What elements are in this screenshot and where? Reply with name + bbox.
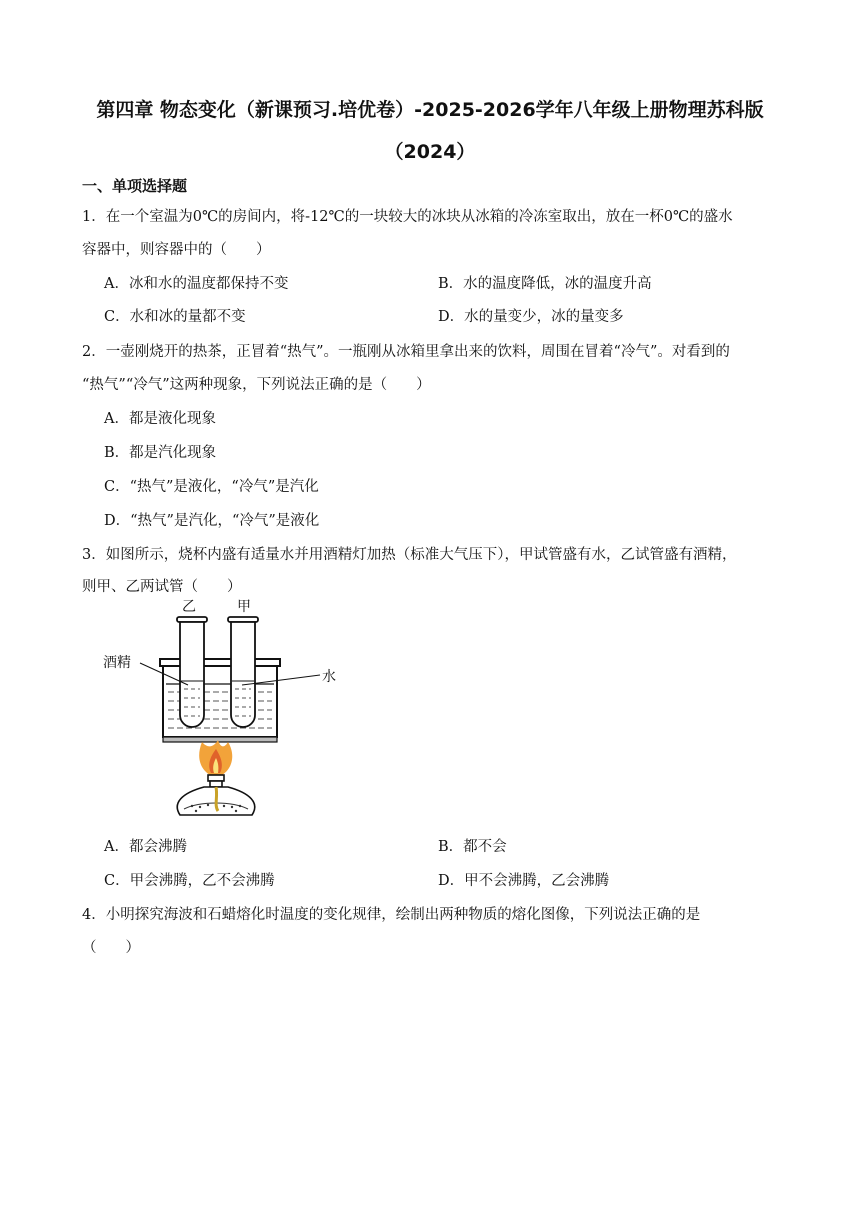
question-1-text-line-2: 容器中，则容器中的（ ）	[82, 242, 271, 258]
question-1-option-b: B．水的温度降低，冰的温度升高	[438, 276, 652, 292]
question-1-option-a: A．冰和水的温度都保持不变	[104, 276, 289, 292]
question-1-option-d: D．水的量变少，冰的量变多	[438, 309, 624, 325]
question-4-text-line-2: （ ）	[82, 940, 140, 956]
tube-label-yi: 乙	[182, 599, 196, 615]
question-1-text-line-1: 1．在一个室温为0℃的房间内，将-12℃的一块较大的冰块从冰箱的冷冻室取出，放在一杯0℃的盛水	[82, 209, 733, 225]
question-3-text-line-1: 3．如图所示，烧杯内盛有适量水并用酒精灯加热（标准大气压下），甲试管盛有水，乙试管盛有酒精，	[82, 547, 737, 563]
water-label: 水	[322, 669, 336, 685]
question-3-text-line-2: 则甲、乙两试管（ ）	[82, 579, 242, 595]
question-3-option-a: A．都会沸腾	[104, 839, 187, 855]
alcohol-lamp	[177, 775, 254, 815]
alcohol-label: 酒精	[103, 655, 131, 671]
tube-label-jia: 甲	[237, 599, 251, 615]
test-tube-jia	[228, 617, 258, 727]
document-title: 第四章 物态变化（新课预习.培优卷）-2025-2026学年八年级上册物理苏科版	[96, 99, 764, 121]
section-heading: 一、单项选择题	[82, 177, 188, 195]
question-2-option-c: C．“热气”是液化，“冷气”是汽化	[104, 479, 319, 495]
question-3-option-b: B．都不会	[438, 839, 507, 855]
question-4-text-line-1: 4．小明探究海波和石蜡熔化时温度的变化规律，绘制出两种物质的熔化图像，下列说法正确的是	[82, 907, 701, 923]
beaker-heating-figure	[100, 597, 345, 827]
question-2-option-a: A．都是液化现象	[104, 411, 216, 427]
question-2-option-d: D．“热气”是汽化，“冷气”是液化	[104, 513, 320, 529]
question-2-text-line-1: 2．一壶刚烧开的热茶，正冒着“热气”。一瓶刚从冰箱里拿出来的饮料，周围在冒着“冷气”。对看到的	[82, 344, 730, 360]
question-1-option-c: C．水和冰的量都不变	[104, 309, 246, 325]
question-3-option-c: C．甲会沸腾，乙不会沸腾	[104, 873, 275, 889]
question-3-option-d: D．甲不会沸腾，乙会沸腾	[438, 873, 610, 889]
question-2-text-line-2: “热气”“冷气”这两种现象，下列说法正确的是（ ）	[82, 377, 431, 393]
flame-icon	[199, 740, 232, 775]
test-tube-yi	[177, 617, 207, 727]
question-2-option-b: B．都是汽化现象	[104, 445, 217, 461]
document-title-year: （2024）	[384, 141, 476, 163]
